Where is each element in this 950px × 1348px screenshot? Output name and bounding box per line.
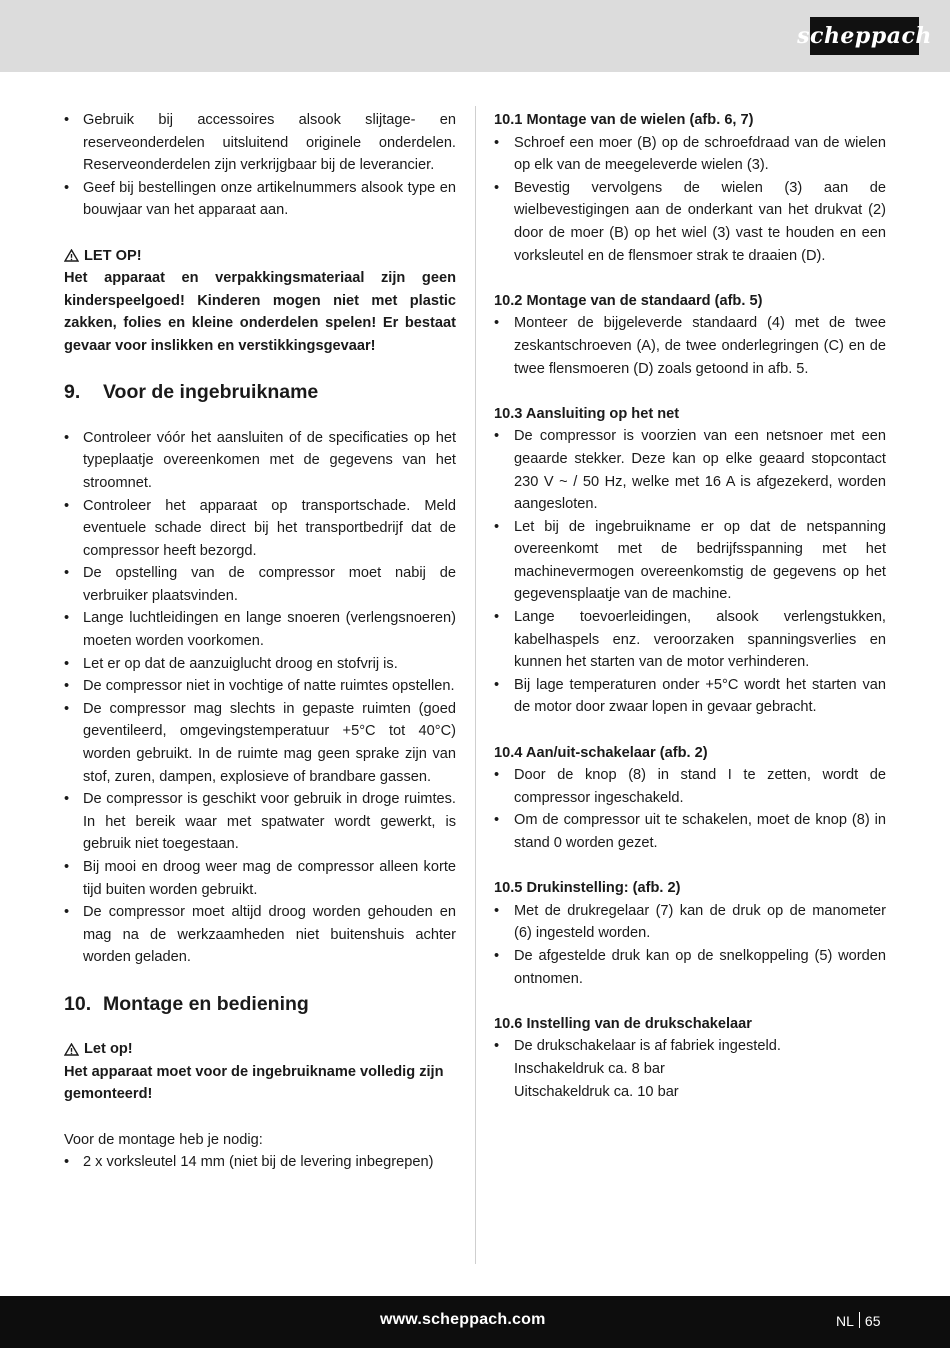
section-number: 9. <box>64 381 81 404</box>
column-divider <box>475 106 476 1264</box>
list-item: • Door de knop (8) in stand I te zetten, wordt de compressor ingeschakeld. <box>494 764 886 809</box>
list-item: • De opstelling van de compressor moet nabij de verbruiker plaatsvinden. <box>64 562 456 607</box>
list-item: • Gebruik bij accessoires alsook slijtage- en reserveonderdelen uitsluitend originele onderdelen. Reserveonderdelen zijn verkrijgbaar bij de leverancier. <box>64 109 456 177</box>
list-item: • Controleer vóór het aansluiten of de specificaties op het typeplaatje overeenkomen met de gegevens van het stroomnet. <box>64 427 456 495</box>
accessories-list <box>64 109 456 222</box>
subsection-10-5-list <box>494 900 886 990</box>
section-9-list <box>64 427 456 969</box>
list-item: • Met de drukregelaar (7) kan de druk op de manometer (6) ingesteld worden. <box>494 900 886 945</box>
footer-bar <box>0 1296 950 1348</box>
list-item: • De compressor is voorzien van een netsnoer met een geaarde stekker. Deze kan op elke geaard stopcontact 230 V ~ / 50 Hz, welke met 16 A is afgezekerd, worden aangesloten. <box>494 425 886 515</box>
website-link[interactable]: www.scheppach.com <box>380 1311 546 1328</box>
header-bar <box>0 0 950 72</box>
list-item: • Geef bij bestellingen onze artikelnummers alsook type en bouwjaar van het apparaat aan. <box>64 177 456 222</box>
subsection-10-4-title: 10.4 Aan/uit-schakelaar (afb. 2) <box>494 744 708 761</box>
list-item: • Monteer de bijgeleverde standaard (4) met de twee zeskantschroeven (A), de twee onderlegringen (C) en de twee flensmoeren (D) zoals getoond in afb. 5. <box>494 312 886 380</box>
list-item: • De compressor moet altijd droog worden gehouden en mag na de werkzaamheden niet buitenshuis achter worden geladen. <box>64 901 456 969</box>
subsection-10-4-list <box>494 764 886 854</box>
language-code: NL <box>836 1313 854 1329</box>
separator <box>859 1312 860 1328</box>
list-item: • Bevestig vervolgens de wielen (3) aan de wielbevestigingen aan de onderkant van het drukvat (2) door de moer (B) op het wiel (3) vast te houden en een vorksleutel en de flensmoer strak te draaien (D). <box>494 177 886 267</box>
warning-heading <box>64 245 456 268</box>
tools-intro: Voor de montage heb je nodig: <box>64 1131 263 1148</box>
subsection-10-3-title: 10.3 Aansluiting op het net <box>494 405 680 422</box>
list-item: • 2 x vorksleutel 14 mm (niet bij de levering inbegrepen) <box>64 1151 456 1174</box>
subsection-10-2-title: 10.2 Montage van de standaard (afb. 5) <box>494 292 763 309</box>
subsection-10-3-list <box>494 425 886 719</box>
list-item: • Om de compressor uit te schakelen, moet de knop (8) in stand 0 worden gezet. <box>494 809 886 854</box>
subsection-10-1-list <box>494 132 886 268</box>
switch-on-pressure: Inschakeldruk ca. 8 bar <box>514 1060 665 1077</box>
list-item-text: De drukschakelaar is af fabriek ingesteld. <box>514 1038 781 1055</box>
section-title: Montage en bediening <box>103 992 309 1015</box>
page-number: 65 <box>864 1313 881 1329</box>
tools-list <box>64 1151 456 1174</box>
list-item <box>494 1035 886 1103</box>
list-item: • De compressor is geschikt voor gebruik in droge ruimtes. In het bereik waar met spatwater wordt gewerkt, is gebruik niet toegestaan. <box>64 788 456 856</box>
switch-off-pressure: Uitschakeldruk ca. 10 bar <box>514 1083 679 1100</box>
list-item: • Schroef een moer (B) op de schroefdraad van de wielen op elk van de meegeleverde wielen (3). <box>494 132 886 177</box>
scheppach-logo: scheppach <box>810 17 919 55</box>
section-10-heading <box>64 992 456 1016</box>
warning-text: Het apparaat moet voor de ingebruikname volledig zijn gemonteerd! <box>64 1063 444 1103</box>
section-number: 10. <box>64 992 92 1015</box>
subsection-10-2-list <box>494 312 886 380</box>
subsection-10-5-title: 10.5 Drukinstelling: (afb. 2) <box>494 880 681 897</box>
warning-title: LET OP! <box>84 247 142 264</box>
subsection-10-6-list <box>494 1035 886 1103</box>
list-item: • Bij lage temperaturen onder +5°C wordt het starten van de motor door zwaar lopen in gevaar gebracht. <box>494 674 886 719</box>
list-item: • Lange luchtleidingen en lange snoeren (verlengsnoeren) moeten worden voorkomen. <box>64 607 456 652</box>
list-item: • Bij mooi en droog weer mag de compressor alleen korte tijd buiten worden gebruikt. <box>64 856 456 901</box>
list-item: • De compressor niet in vochtige of natte ruimtes opstellen. <box>64 675 456 698</box>
list-item: • Lange toevoerleidingen, alsook verlengstukken, kabelhaspels enz. veroorzaken spanningsverlies en kunnen het starten van de motor verhinderen. <box>494 606 886 674</box>
warning-icon <box>64 249 79 262</box>
page-indicator <box>836 1310 880 1333</box>
warning-icon <box>64 1043 79 1056</box>
section-title: Voor de ingebruikname <box>103 381 319 404</box>
section-9-heading <box>64 380 456 404</box>
list-item: • De afgestelde druk kan op de snelkoppeling (5) worden ontnomen. <box>494 945 886 990</box>
warning-title: Let op! <box>84 1041 133 1058</box>
subsection-10-6-title: 10.6 Instelling van de drukschakelaar <box>494 1015 752 1032</box>
right-column <box>494 109 886 1103</box>
warning-text: Het apparaat en verpakkingsmateriaal zijn geen kinderspeelgoed! Kinderen mogen niet met plastic zakken, folies en kleine onderdelen spelen! Er bestaat gevaar voor inslikken en verstikkingsgevaar! <box>64 270 456 354</box>
left-column <box>64 109 456 1174</box>
list-item: • Let bij de ingebruikname er op dat de netspanning overeenkomt met de bedrijfsspanning met het machinevermogen overeenkomstig de gegevens op het gegevensplaatje van de machine. <box>494 516 886 606</box>
list-item: • Let er op dat de aanzuiglucht droog en stofvrij is. <box>64 653 456 676</box>
subsection-10-1-title: 10.1 Montage van de wielen (afb. 6, 7) <box>494 112 754 128</box>
list-item: • De compressor mag slechts in gepaste ruimten (goed geventileerd, omgevingstemperatuur +5°C tot 40°C) worden gebruikt. In de ruimte mag geen sprake zijn van stof, zuren, dampen, explosieve of brandbare gassen. <box>64 698 456 788</box>
warning-heading <box>64 1038 456 1061</box>
list-item: • Controleer het apparaat op transportschade. Meld eventuele schade direct bij het transportbedrijf dat de compressor heeft bezorgd. <box>64 495 456 563</box>
